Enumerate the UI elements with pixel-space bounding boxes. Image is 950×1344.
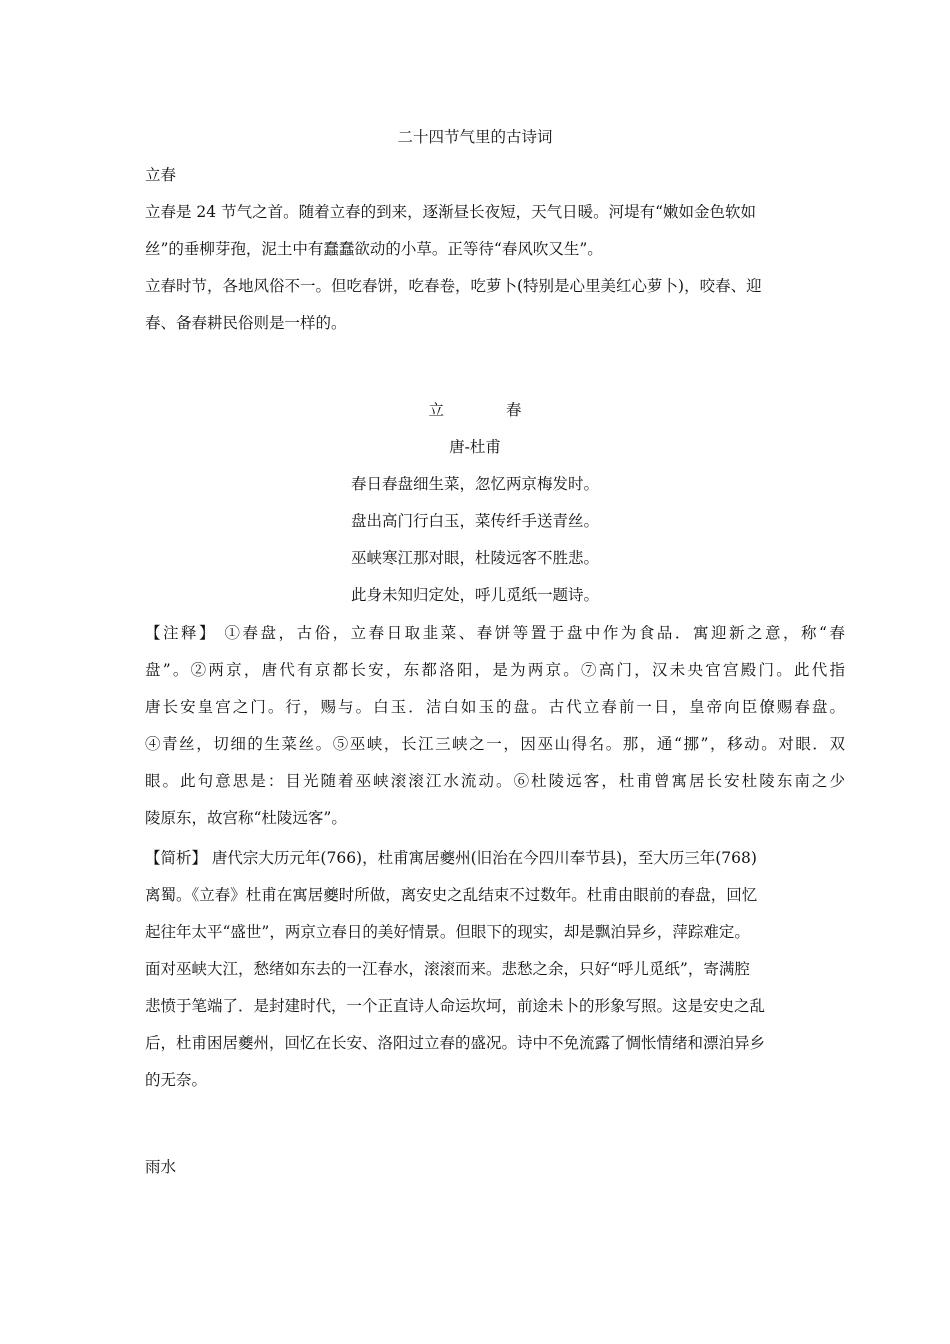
notes-line-4: ④青丝，切细的生菜丝。⑤巫峡，长江三峡之一，因巫山得名。那，通“挪”，移动。对眼．双 [145, 735, 845, 753]
notes-line-3: 唐长安皇宫之门。行，赐与。白玉．洁白如玉的盘。古代立春前一日，皇帝向臣僚赐春盘。 [145, 698, 845, 716]
intro-paragraph-1-line-1: 立春是 24 节气之首。随着立春的到来，逐渐昼长夜短，天气日暖。河堤有“嫩如金色软如 [145, 203, 757, 221]
notes-line-5: 眼。此句意思是：目光随着巫峡滚滚江水流动。⑥杜陵远客，杜甫曾寓居长安杜陵东南之少 [145, 772, 845, 790]
notes-line-1: 【注释】 ①春盘，古俗，立春日取韭菜、春饼等置于盘中作为食品．寓迎新之意，称“春 [145, 624, 845, 642]
analysis-line-3: 起往年太平“盛世”，两京立春日的美好情景。但眼下的现实，却是飘泊异乡，萍踪难定。 [145, 923, 750, 941]
analysis-line-4: 面对巫峡大江，愁绪如东去的一江春水，滚滚而来。悲愁之余，只好“呼儿觅纸”，寄满腔 [145, 960, 750, 978]
intro-paragraph-1-line-2: 丝”的垂柳芽孢，泥土中有蠢蠢欲动的小草。正等待“春风吹又生”。 [145, 240, 603, 258]
analysis-line-5: 悲愤于笔端了．是封建时代，一个正直诗人命运坎坷，前途未卜的形象写照。这是安史之乱 [145, 997, 766, 1015]
poem-line-1: 春日春盘细生菜，忽忆两京梅发时。 [350, 475, 599, 493]
notes-line-6: 陵原东，故宫称“杜陵远客”。 [145, 809, 347, 827]
analysis-line-1: 【简析】 唐代宗大历元年(766)，杜甫寓居夔州(旧治在今四川奉节县)，至大历三年(768) [145, 849, 757, 867]
section-heading-yushui: 雨水 [145, 1158, 177, 1176]
notes-line-2: 盘”。②两京，唐代有京都长安，东都洛阳，是为两京。⑦高门，汉未央官宫殿门。此代指 [145, 661, 845, 679]
poem-line-2: 盘出高门行白玉，菜传纤手送青丝。 [350, 512, 599, 530]
analysis-line-2: 离蜀。《立春》杜甫在寓居夔时所做，离安史之乱结束不过数年。杜甫由眼前的春盘，回忆 [145, 886, 758, 904]
poem-author: 唐-杜甫 [449, 438, 501, 456]
document-title: 二十四节气里的古诗词 [397, 128, 553, 146]
poem-title [0, 400, 950, 420]
poem-title-char-2: 春 [506, 401, 522, 419]
analysis-line-6: 后，杜甫困居夔州，回忆在长安、洛阳过立春的盛况。诗中不免流露了惆怅情绪和漂泊异乡 [145, 1034, 766, 1052]
intro-paragraph-2-line-2: 春、备春耕民俗则是一样的。 [145, 314, 347, 332]
analysis-line-7: 的无奈。 [145, 1071, 208, 1089]
poem-line-3: 巫峡寒江那对眼，杜陵远客不胜悲。 [350, 549, 599, 567]
poem-line-4: 此身未知归定处，呼儿觅纸一题诗。 [350, 586, 599, 604]
poem-title-char-1: 立 [428, 401, 444, 419]
intro-paragraph-2-line-1: 立春时节，各地风俗不一。但吃春饼，吃春卷，吃萝卜(特别是心里美红心萝卜)，咬春、迎 [145, 277, 762, 295]
section-heading-lichun: 立春 [145, 166, 177, 184]
